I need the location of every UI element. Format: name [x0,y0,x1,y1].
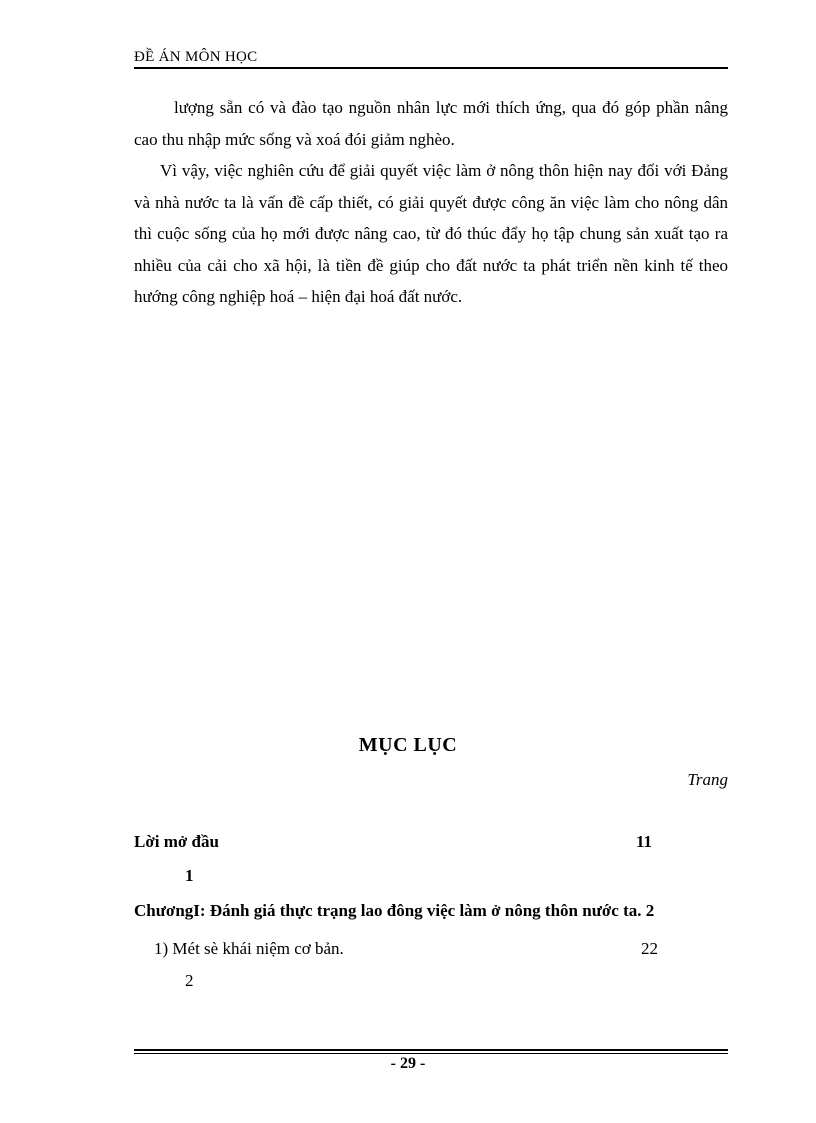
toc-page-column-label: Trang [687,770,728,789]
body-paragraph: Vì vậy, việc nghiên cứu để giải quyết việc làm ở nông thôn hiện nay đối với Đảng và nhà nước ta là vấn đề cấp thiết, có giải quyết được công ăn việc làm cho nông dân thì cuộc sống của họ mới được nâng cao, từ đó thúc đẩy họ tập chung sản xuất tạo ra nhiều của cải cho xã hội, là tiền đề giúp cho đất nước ta phát triển nền kinh tế theo hướng công nghiệp hoá – hiện đại hoá đất nước. [134,161,728,306]
toc-entry-page: 11 [636,832,653,851]
toc-entry-title: 1) Mét sè khái niệm cơ bản. [154,939,344,958]
page-number: - 29 - [390,1055,426,1072]
body-paragraph: lượng sẵn có và đào tạo nguồn nhân lực mới thích ứng, qua đó góp phần nâng cao thu nhập mức sống và xoá đói giảm nghèo. [134,98,728,149]
toc-entry-page-wrap: 2 [185,971,194,990]
toc-entry-title: Lời mở đầu [134,832,219,851]
toc-entry-title: ChươngI: Đánh giá thực trạng lao đông việc làm ở nông thôn nước ta. 2 [134,901,655,920]
toc-title: MỤC LỤC [358,734,458,756]
footer-rule [134,1053,728,1054]
header-rule [134,67,728,69]
toc-entry-page: 22 [641,939,658,958]
footer-rule [134,1049,728,1051]
toc-entry-page-wrap: 1 [185,866,194,885]
running-header: ĐỀ ÁN MÔN HỌC [134,49,258,65]
